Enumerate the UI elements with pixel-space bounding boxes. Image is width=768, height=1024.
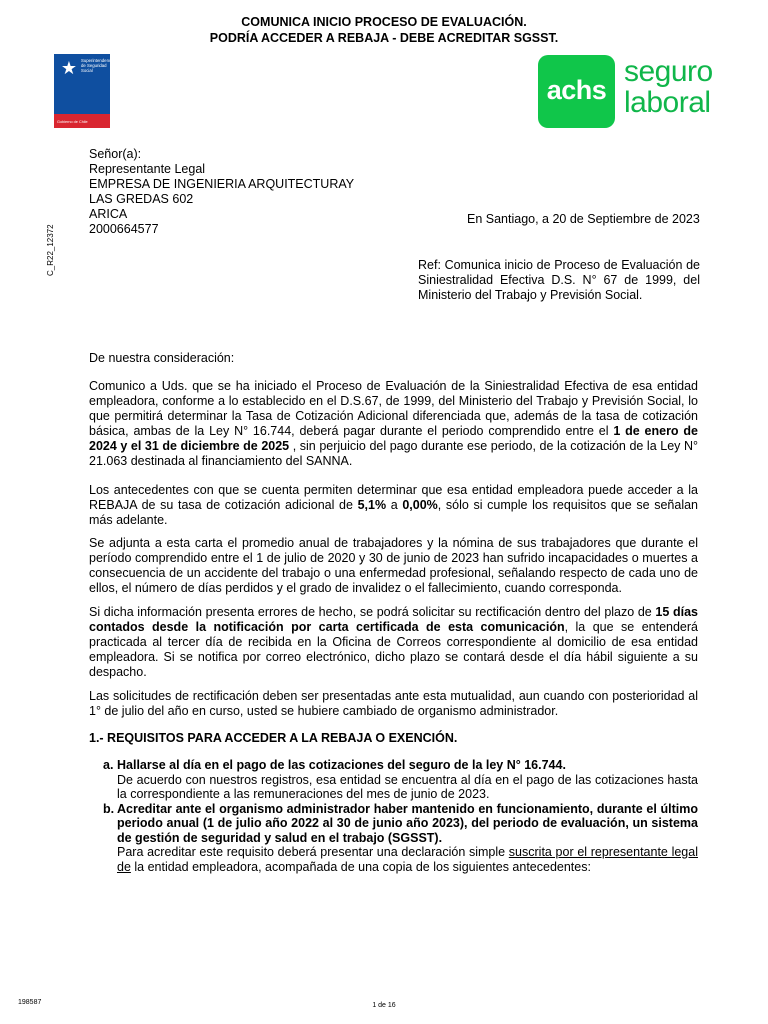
achs-logo-mark: achs bbox=[546, 75, 607, 105]
paragraph-5: Las solicitudes de rectificación deben ser presentadas ante esta mutualidad, aun cuando con posterioridad al 1° de julio del año en curso, usted se hubiere cambiado de organismo administrador. bbox=[89, 689, 698, 718]
achs-logo bbox=[538, 55, 615, 128]
paragraph-3: Se adjunta a esta carta el promedio anual de trabajadores y la nómina de sus trabajadores que durante el período comprendido entre el 1 de julio de 2020 y 30 de junio de 2023 han sufrido incapacidades o muertes a consecuencia de un accidente del trabajo o una enfermedad profesional, señalando respecto de cada uno de ellos, el número de días perdidos y el grado de invalidez o el fallecimiento, cuando corresponda. bbox=[89, 536, 698, 595]
greeting: De nuestra consideración: bbox=[89, 351, 235, 365]
document-title-line-1: COMUNICA INICIO PROCESO DE EVALUACIÓN. bbox=[241, 15, 527, 29]
paragraph-4: Si dicha información presenta errores de hecho, se podrá solicitar su rectificación dentro del plazo de 15 días contados desde la notificación por carta certificada de esta comunicación, la que se entenderá practicada al tercer día de recibida en la Oficina de Correos correspondiente al domicilio de esa entidad empleadora. Si se notifica por correo electrónico, dicho plazo se contará desde el día hábil siguiente a su despacho. bbox=[89, 605, 698, 679]
date-line: En Santiago, a 20 de Septiembre de 2023 bbox=[467, 212, 700, 226]
section-1-heading: 1.- REQUISITOS PARA ACCEDER A LA REBAJA O EXENCIÓN. bbox=[89, 731, 458, 745]
recipient-address: Señor(a): Representante Legal EMPRESA DE INGENIERIA ARQUITECTURAY LAS GREDAS 602 ARICA 2000664577 bbox=[89, 147, 355, 236]
paragraph-2: Los antecedentes con que se cuenta permiten determinar que esa entidad empleadora puede acceder a la REBAJA de su tasa de cotización adicional de 5,1% a 0,00%, sólo si cumple los requisitos que se señalan más adelante. bbox=[89, 483, 698, 527]
footer-doc-id: 198587 bbox=[18, 999, 42, 1006]
footer-page-number: 1 de 16 bbox=[372, 1002, 396, 1009]
list-item-b: b. Acreditar ante el organismo administrador haber mantenido en funcionamiento, durante el último periodo anual (1 de julio año 2022 al 30 de junio año 2023), del periodo de evaluación, un sistema de gestión de seguridad y salud en el trabajo (SGSST). Para acreditar este requisito deberá presentar una declaración simple suscrita por el representante legal de la entidad empleadora, acompañada de una copia de los siguientes antecedentes: bbox=[103, 801, 698, 874]
suseso-logo-subtext: Gobierno de Chile bbox=[57, 120, 88, 124]
suseso-logo-text: Superintendencia de Seguridad Social bbox=[81, 58, 115, 73]
requirements-list bbox=[103, 758, 698, 874]
list-item-a: a. Hallarse al día en el pago de las cotizaciones del seguro de la ley N° 16.744. De acuerdo con nuestros registros, esa entidad se encuentra al día en el pago de las cotizaciones hasta la correspondiente a las remuneraciones del mes de junio de 2023. bbox=[103, 758, 698, 801]
document-title-line-2: PODRÍA ACCEDER A REBAJA - DEBE ACREDITAR SGSST. bbox=[209, 31, 559, 45]
paragraph-1: Comunico a Uds. que se ha iniciado el Proceso de Evaluación de la Siniestralidad Efectiva de esa entidad empleadora, conforme a lo establecido en el D.S.67, de 1999, del Ministerio del Trabajo y Previsión Social, lo que permitirá determinar la Tasa de Cotización Adicional diferenciada que, además de la tasa de cotización básica, ambas de la Ley N° 16.744, deberá pagar durante el periodo comprendido entre el 1 de enero de 2024 y el 31 de diciembre de 2025 , sin perjuicio del pago durante ese periodo, de la cotización de la Ley N° 21.063 destinada al financiamiento del SANNA. bbox=[89, 379, 698, 468]
star-icon: ★ bbox=[60, 58, 78, 78]
achs-logo-wordmark: seguro laboral bbox=[624, 55, 713, 119]
suseso-logo bbox=[54, 54, 115, 128]
reference-text: Ref: Comunica inicio de Proceso de Evaluación de Siniestralidad Efectiva D.S. N° 67 de 1999, del Ministerio del Trabajo y Previsión Social. bbox=[418, 258, 700, 302]
side-code: C_R22_12372 bbox=[46, 224, 55, 276]
